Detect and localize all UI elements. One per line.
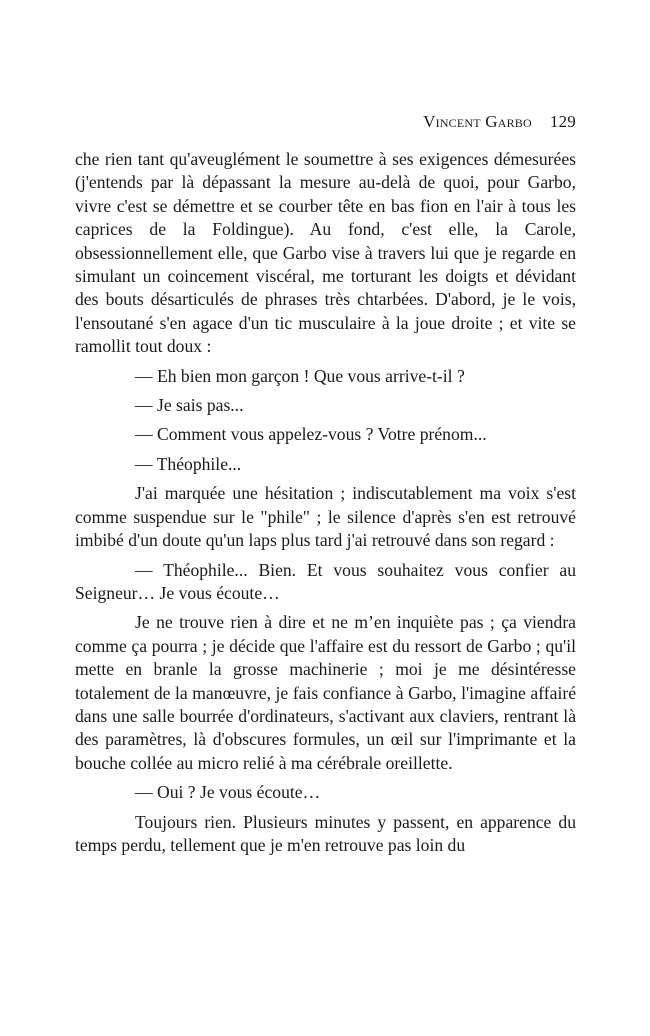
paragraph: Je ne trouve rien à dire et ne m’en inquiète pas ; ça viendra comme ça pourra ; je décide que l'affaire est du ressort de Garbo ; qu'il mette en branle la grosse machinerie ; moi je me désintéresse totalement de la manœuvre, je fais confiance à Garbo, l'imagine affairé dans une salle bourrée d'ordinateurs, s'activant aux claviers, rentrant là des paramètres, là d'obscures formules, un œil sur l'imprimante et la bouche collée au micro relié à ma cérébrale oreillette. [75,612,576,773]
paragraph: Toujours rien. Plusieurs minutes y passent, en apparence du temps perdu, tellement que je m'en retrouve pas loin du [75,811,576,855]
paragraph: che rien tant qu'aveuglément le soumettre à ses exigences démesurées (j'entends par là dépassant la mesure au-delà de quoi, pour Garbo, vivre c'est se démettre et se courber tête en bas fion en l'air à tous les caprices de la Foldingue). Au fond, c'est elle, la Carole, obsessionnellement elle, que Garbo vise à travers lui que je regarde en simulant un coincement viscéral, me torturant les doigts et dévidant des bouts désarticulés de phrases très chtarbées. D'abord, je le vois, l'ensoutané s'en agace d'un tic musculaire à la joue droite ; et vite se ramollit tout doux : [75,149,576,357]
dialogue-line: — Comment vous appelez-vous ? Votre prénom... [135,424,487,445]
dialogue-line: — Je sais pas... [135,395,244,416]
body-text [75,148,576,857]
paragraph: J'ai marquée une hésitation ; indiscutablement ma voix s'est comme suspendue sur le "phile" ; le silence d'après s'en est retrouvé imbibé d'un doute qu'un laps plus tard j'ai retrouvé dans son regard : [75,483,576,551]
dialogue-line: — Eh bien mon garçon ! Que vous arrive-t-il ? [135,365,465,386]
dialogue-line: — Oui ? Je vous écoute… [135,782,321,803]
running-head-author: Vincent Garbo [423,112,532,131]
running-head [75,112,576,132]
page-number: 129 [549,112,576,131]
dialogue-line: — Théophile... Bien. Et vous souhaitez vous confier au Seigneur… Je vous écoute… [75,559,576,603]
dialogue-line: — Théophile... [135,453,242,474]
